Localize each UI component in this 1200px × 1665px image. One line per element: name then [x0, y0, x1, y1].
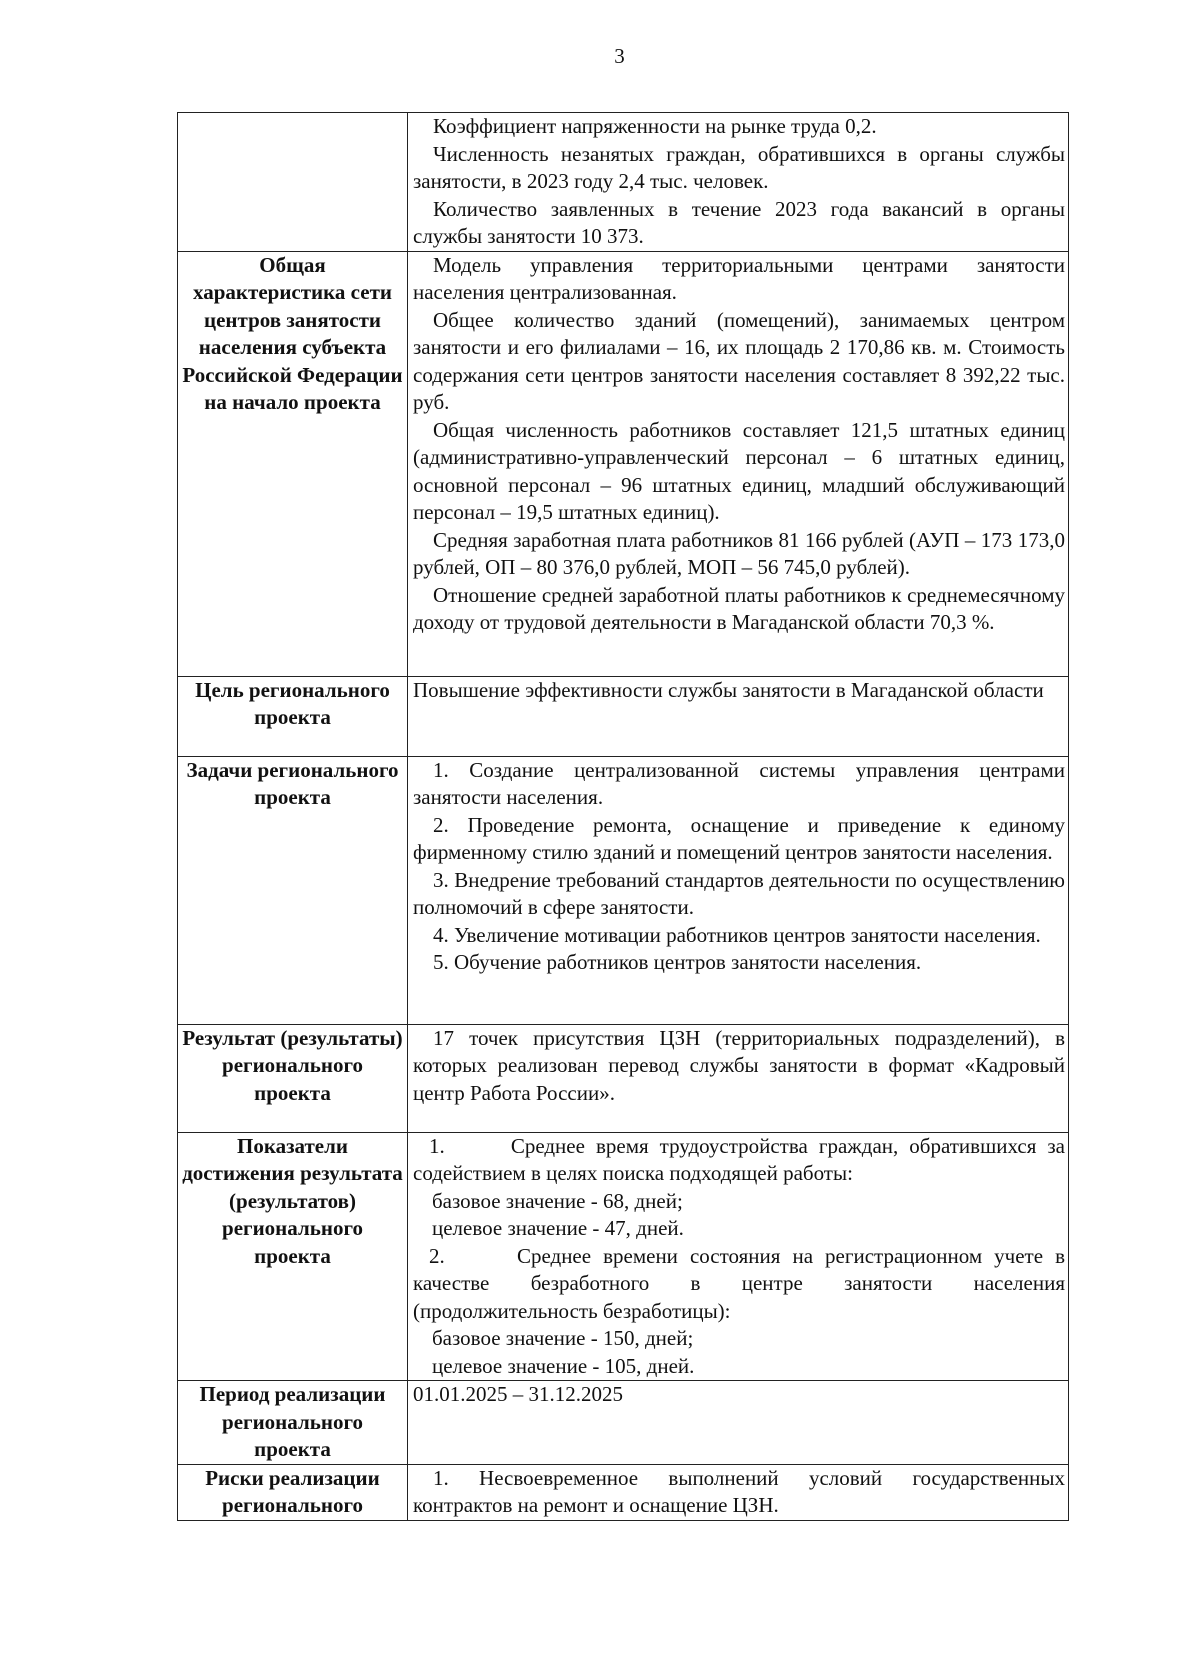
row-content — [408, 251, 1069, 676]
paragraph: Повышение эффективности службы занятости в Магаданской области — [413, 677, 1044, 702]
paragraph: Общая численность работников составляет 121,5 штатных единиц (административно-управленческий персонал – 6 штатных единиц, основной персонал – 96 штатных единиц, младший обслуживающий персонал – 19,5 штатных единиц). — [413, 417, 1065, 524]
paragraph: Коэффициент напряженности на рынке труда 0,2. — [433, 114, 877, 138]
paragraph: 17 точек присутствия ЦЗН (территориальных подразделений), в которых реализован перевод службы занятости в формат «Кадровый центр Работа России». — [413, 1025, 1065, 1105]
table-row — [178, 756, 1069, 1024]
row-content — [408, 756, 1069, 1024]
row-label — [178, 113, 408, 252]
paragraph: базовое значение - 68, дней; — [432, 1188, 683, 1213]
row-content — [408, 1464, 1069, 1520]
row-content — [408, 1132, 1069, 1381]
paragraph: Численность незанятых граждан, обратившихся в органы службы занятости, в 2023 году 2,4 тыс. человек. — [413, 141, 1065, 193]
list-item: 4. Увеличение мотивации работников центров занятости населения. — [433, 922, 1041, 947]
row-content — [408, 1024, 1069, 1132]
row-label: Задачи регионального проекта — [178, 756, 408, 1024]
project-passport-table — [177, 112, 1069, 1521]
paragraph: базовое значение - 150, дней; — [432, 1326, 694, 1350]
list-item: 1. Несвоевременное выполнений условий государственных контрактов на ремонт и оснащение ЦЗН. — [413, 1465, 1065, 1517]
table-row — [178, 113, 1069, 252]
list-item: 5. Обучение работников центров занятости населения. — [433, 950, 922, 974]
table-row — [178, 1381, 1069, 1465]
table-row — [178, 1024, 1069, 1132]
table-row — [178, 1464, 1069, 1520]
table-row — [178, 676, 1069, 756]
paragraph: Отношение средней заработной платы работников к среднемесячному доходу от трудовой деятельности в Магаданской области 70,3 %. — [413, 582, 1065, 634]
paragraph: 01.01.2025 – 31.12.2025 — [413, 1382, 623, 1406]
row-label: Период реализации регионального проекта — [178, 1381, 408, 1465]
row-label: Риски реализации регионального — [178, 1464, 408, 1520]
row-label: Общая характеристика сети центров занятости населения субъекта Российской Федерации на начало проекта — [178, 251, 408, 676]
row-content — [408, 1381, 1069, 1465]
paragraph: Модель управления территориальными центрами занятости населения централизованная. — [413, 252, 1065, 304]
row-label: Показатели достижения результата (результатов) регионального проекта — [178, 1132, 408, 1381]
paragraph: Количество заявленных в течение 2023 года вакансий в органы службы занятости 10 373. — [413, 196, 1065, 248]
table-row — [178, 1132, 1069, 1381]
list-item: 2. Среднее времени состояния на регистрационном учете в качестве безработного в центре занятости населения (продолжительность безработицы): — [413, 1243, 1071, 1323]
row-content — [408, 676, 1069, 756]
paragraph: Средняя заработная плата работников 81 166 рублей (АУП – 173 173,0 рублей, ОП – 80 376,0 рублей, МОП – 56 745,0 рублей). — [413, 527, 1065, 579]
row-label: Результат (результаты) регионального проекта — [178, 1024, 408, 1132]
paragraph: целевое значение - 105, дней. — [432, 1353, 695, 1378]
table-row — [178, 251, 1069, 676]
list-item: 1. Среднее время трудоустройства граждан, обратившихся за содействием в целях поиска подходящей работы: — [413, 1133, 1071, 1185]
row-content — [408, 113, 1069, 252]
page-number: 3 — [614, 44, 625, 68]
paragraph: целевое значение - 47, дней. — [432, 1216, 684, 1240]
list-item: 1. Создание централизованной системы управления центрами занятости населения. — [413, 757, 1065, 809]
row-label: Цель регионального проекта — [178, 676, 408, 756]
paragraph: Общее количество зданий (помещений), занимаемых центром занятости и его филиалами – 16, их площадь 2 170,86 кв. м. Стоимость содержания сети центров занятости населения составляет 8 392,22 тыс. руб. — [413, 307, 1065, 414]
list-item: 3. Внедрение требований стандартов деятельности по осуществлению полномочий в сфере занятости. — [413, 867, 1065, 919]
list-item: 2. Проведение ремонта, оснащение и приведение к единому фирменному стилю зданий и помещений центров занятости населения. — [413, 812, 1065, 864]
